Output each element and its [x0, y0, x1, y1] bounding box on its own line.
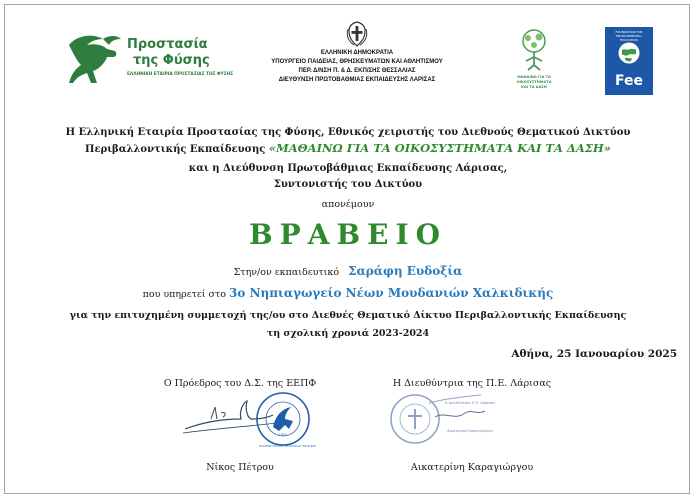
fee-tagline-line2: ENVIRONMENTAL — [616, 34, 642, 38]
globe-icon — [617, 41, 641, 65]
right-signature-stamp — [389, 385, 509, 455]
nature-protection-name — [127, 37, 237, 69]
school-prefix: που υπηρετεί στο — [142, 289, 226, 300]
fee-tagline-line3: EDUCATION — [620, 38, 638, 42]
school-year: τη σχολική χρονιά 2023-2024 — [266, 328, 430, 339]
recipient-line — [5, 264, 691, 280]
ministry-line1: ΕΛΛΗΝΙΚΗ ΔΗΜΟΚΡΑΤΙΑ — [320, 50, 394, 56]
ministry-header — [227, 21, 487, 85]
right-stamp-line2: Αικατερίνη Καραγιώργου — [447, 429, 493, 433]
pf-name-line1: Προστασία — [127, 37, 208, 52]
learn-ecosystems-logo — [507, 27, 561, 97]
left-signatory-name: Νίκος Πέτρου — [206, 462, 274, 473]
intro-line5: απονέμουν — [321, 199, 375, 210]
award-title: ΒΡΑΒΕΙΟ — [249, 218, 447, 251]
ministry-line4: ΔΙΕΥΘΥΝΣΗ ΠΡΩΤΟΒΑΘΜΙΑΣ ΕΚΠΑΙΔΕΥΣΗΣ ΛΑΡΙΣΑΣ — [278, 77, 436, 83]
left-stamp-text: ΕΛΛΗΝΙΚΗ ΕΤΑΙΡΙΑ ΠΡΟΣΤΑΣΙΑΣ ΤΗΣ ΦΥΣΗΣ — [259, 445, 317, 448]
intro-line4: Συντονιστής του Δικτύου — [273, 179, 423, 190]
ministry-line2: ΥΠΟΥΡΓΕΙΟ ΠΑΙΔΕΙΑΣ, ΘΡΗΣΚΕΥΜΑΤΩΝ ΚΑΙ ΑΘΛΗΤΙΣΜΟΥ — [271, 59, 443, 65]
learn-caption-line3: ΚΑΙ ΤΑ ΔΑΣΗ — [521, 85, 547, 89]
greek-coat-of-arms-icon — [346, 21, 368, 47]
tree-figure-icon — [512, 27, 556, 71]
participation-reason: για την επιτυχημένη συμμετοχή της/ου στο Διεθνές Θεματικό Δίκτυο Περιβαλλοντικής Εκπαίδευσης — [69, 310, 627, 321]
learn-logo-caption — [507, 75, 561, 90]
intro-line3: και η Διεύθυνση Πρωτοβάθμιας Εκπαίδευσης Λάρισας, — [188, 163, 508, 174]
header — [5, 5, 691, 117]
fee-tagline-line1: FOUNDATION FOR — [615, 30, 643, 34]
official-seal-icon — [389, 385, 509, 455]
intro-line2 — [5, 142, 691, 156]
fee-wordmark: Fee — [615, 73, 643, 89]
pf-subtitle: ΕΛΛΗΝΙΚΗ ΕΤΑΙΡΙΑ ΠΡΟΣΤΑΣΙΑΣ ΤΗΣ ΦΥΣΗΣ — [127, 72, 234, 77]
pf-name-line2: της Φύσης — [133, 53, 210, 68]
fee-logo — [605, 27, 653, 95]
recipient-name: Σαράφη Ευδοξία — [348, 264, 463, 278]
right-signatory-title: Η Διευθύντρια της Π.Ε. Λάρισας — [392, 378, 552, 389]
ministry-line3: ΠΕΡ. Δ/ΝΣΗ Π. & Δ. ΕΚΠ/ΣΗΣ ΘΕΣΣΑΛΙΑΣ — [298, 68, 416, 74]
left-signatory-title: Ο Πρόεδρος του Δ.Σ. της ΕΕΠΦ — [163, 378, 317, 389]
school-name: 3ο Νηπιαγωγείο Νέων Μουδανιών Χαλκιδικής — [229, 286, 554, 300]
program-name: «ΜΑΘΑΙΝΩ ΓΙΑ ΤΑ ΟΙΚΟΣΥΣΤΗΜΑΤΑ ΚΑΙ ΤΑ ΔΑΣΗ» — [268, 141, 611, 155]
wild-goat-icon — [63, 31, 127, 91]
right-signatory-name: Αικατερίνη Καραγιώργου — [410, 462, 534, 473]
issue-date: Αθήνα, 25 Ιανουαρίου 2025 — [511, 348, 677, 360]
school-line — [5, 286, 691, 302]
nature-protection-logo — [63, 27, 233, 93]
right-stamp-line1: Η Διευθύντρια Π.Ε. Λάρισας — [444, 401, 496, 405]
learn-caption-line2: ΟΙΚΟΣΥΣΤΗΜΑΤΑ — [516, 80, 552, 84]
recipient-prefix: Στην/ον εκπαιδευτικό — [233, 267, 340, 278]
left-signature-stamp — [181, 389, 317, 453]
intro-line2-prefix: Περιβαλλοντικής Εκπαίδευσης — [85, 144, 266, 155]
signature-scribble-icon — [181, 389, 317, 453]
left-stamp-year: 1951 — [278, 433, 288, 437]
learn-caption-line1: ΜΑΘΑΙΝΩ ΓΙΑ ΤΑ — [517, 75, 551, 79]
certificate — [4, 4, 690, 494]
intro-line1: Η Ελληνική Εταιρία Προστασίας της Φύσης, Εθνικός χειριστής του Διεθνούς Θεματικού Δικτύου — [65, 127, 631, 138]
